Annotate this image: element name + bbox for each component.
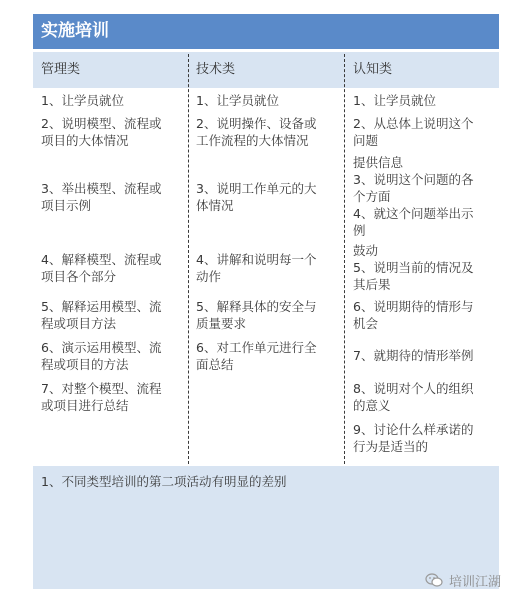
header-management: 管理类 (41, 62, 81, 77)
list-item: 7、对整个模型、流程 或项目进行总结 (41, 381, 162, 413)
column-header-row (33, 52, 499, 88)
list-item: 9、讨论什么样承诺的 行为是适当的 (353, 422, 474, 454)
list-item: 5、解释具体的安全与 质量要求 (196, 299, 317, 331)
table-title: 实施培训 (33, 14, 499, 49)
header-cognitive: 认知类 (353, 62, 393, 77)
header-technical: 技术类 (196, 62, 236, 77)
list-item: 6、对工作单元进行全 面总结 (196, 340, 317, 372)
list-item: 4、就这个问题举出示 例 (353, 206, 474, 238)
list-item: 1、让学员就位 (353, 93, 436, 108)
watermark-text: 培训江湖 (449, 574, 502, 590)
list-item: 鼓动 5、说明当前的情况及 其后果 (353, 243, 474, 292)
training-table (33, 14, 502, 590)
list-item: 1、让学员就位 (41, 93, 124, 108)
list-item: 8、说明对个人的组织 的意义 (353, 381, 474, 413)
list-item: 5、解释运用模型、流 程或项目方法 (41, 299, 162, 331)
list-item: 4、讲解和说明每一个 动作 (196, 252, 317, 284)
list-item: 7、就期待的情形举例 (353, 348, 474, 363)
column-divider (188, 54, 189, 464)
list-item: 2、从总体上说明这个 问题 (353, 116, 474, 148)
list-item: 2、说明模型、流程或 项目的大体情况 (41, 116, 162, 148)
watermark (425, 570, 501, 590)
list-item: 3、说明工作单元的大 体情况 (196, 181, 317, 213)
column-divider (344, 54, 345, 464)
list-item: 3、举出模型、流程或 项目示例 (41, 181, 162, 213)
wechat-icon (425, 573, 443, 587)
list-item: 2、说明操作、设备或 工作流程的大体情况 (196, 116, 317, 148)
list-item: 1、让学员就位 (196, 93, 279, 108)
footer-note: 1、不同类型培训的第二项活动有明显的差别 (41, 474, 287, 489)
list-item: 6、演示运用模型、流 程或项目的方法 (41, 340, 162, 372)
list-item: 4、解释模型、流程或 项目各个部分 (41, 252, 162, 284)
list-item: 提供信息 3、说明这个问题的各 个方面 (353, 155, 474, 204)
list-item: 6、说明期待的情形与 机会 (353, 299, 474, 331)
